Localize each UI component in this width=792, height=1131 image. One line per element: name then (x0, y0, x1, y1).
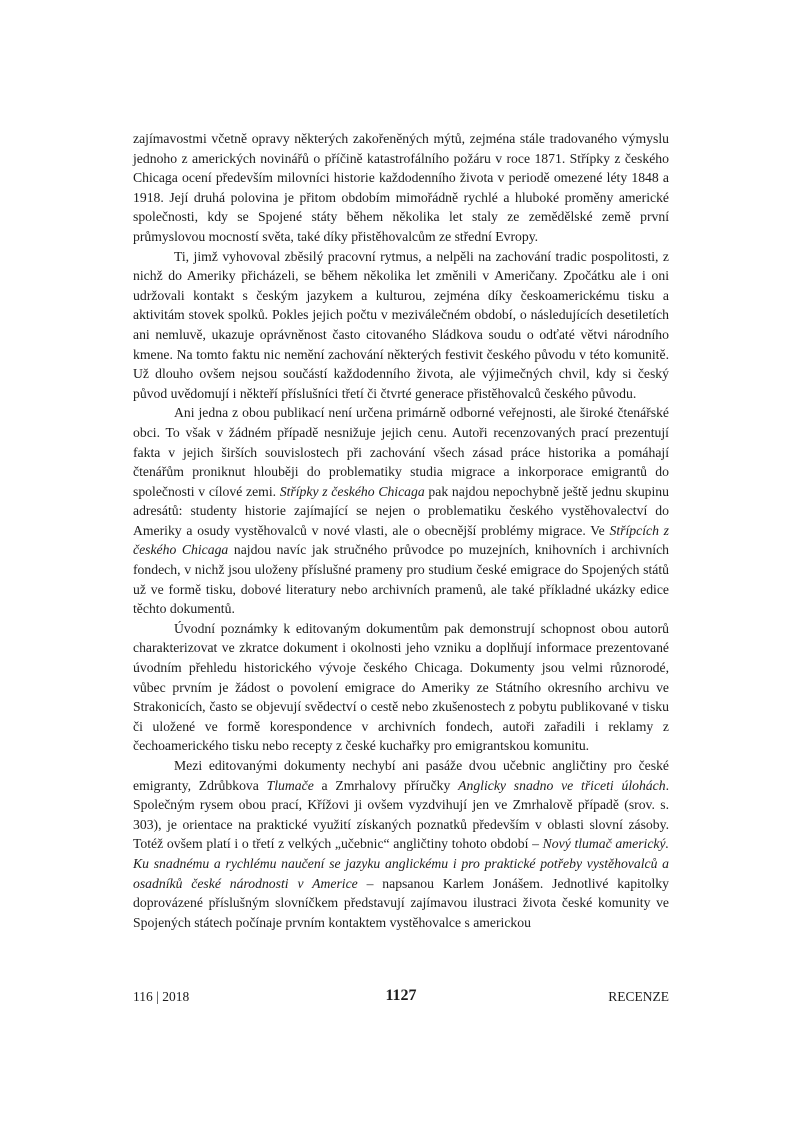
paragraph-1: zajímavostmi včetně opravy některých zakořeněných mýtů, zejména stále tradovaného výmyslu jednoho z amerických novinářů o příčině katastrofálního požáru v roce 1871. Střípky z českého Chicaga ocení především milovníci historie každodenního života v periodě omezené léty 1848 a 1918. Její druhá polovina je přitom obdobím mimořádně rychlé a hluboké proměny americké společnosti, kdy se Spojené státy během několika let staly ze zemědělské země první průmyslovou mocností světa, také díky přistěhovalcům ze střední Evropy. (133, 131, 669, 244)
book-title-stripcich: Střípcích z českého Chicaga (133, 522, 669, 558)
article-body (133, 129, 669, 932)
page-number: 1127 (385, 987, 417, 1004)
page-footer (133, 987, 669, 1011)
paragraph-5-text-b: a Zmrhalovy příručky (313, 777, 459, 793)
book-title-stripky: Střípky z českého Chicaga (279, 483, 425, 499)
paragraph-5-text-c: . Společným rysem obou prací, Křížovi ji ovšem vyzdvihují jen ve Zmrhalově případě (srov. s. 303), je orientace na praktické využití získaných poznatků především v oblasti slovní zásoby. Totéž ovšem platí i o třetí z velkých „učebnic“ angličtiny tohoto období – (133, 777, 669, 852)
paragraph-4: Úvodní poznámky k editovaným dokumentům pak demonstrují schopnost obou autorů charakterizovat ve zkratce dokument i okolnosti jeho vzniku a doplňují informace prezentované úvodním přehledu historického vývoje českého Chicaga. Dokumenty jsou velmi různorodé, vůbec prvním je žádost o povolení emigrace do Ameriky ze Státního okresního archivu ve Strakonicích, často se objevují svědectví o cestě nebo zkušenostech z pobytu publikované v tisku či uložené ve formě korespondence v archivních fondech, autoři zařadili i reklamy z čechoamerického tisku nebo recepty z české kuchařky pro emigrantskou komunitu. (133, 620, 669, 754)
paragraph-3 (133, 403, 669, 619)
issue-label: 116 | 2018 (133, 989, 190, 1004)
paragraph-3-text-b: pak najdou nepochybně ještě jednu skupinu adresátů: studenty historie zajímající se nejen o problematiku českého vystěhovalectví do Ameriky a osudy vystěhovalců v nové vlasti, ale o obecnější problémy migrace. Ve (133, 483, 669, 538)
paragraph-3-text-a: Ani jedna z obou publikací není určena primárně odborné veřejnosti, ale široké čtenářské obci. To však v žádném případě nesnižuje jejich cenu. Autoři recenzovaných prací prezentují fakta v jejich širších souvislostech při zachování všech zásad práce historika a pomáhají čtenářům proniknut hlouběji do problematiky studia migrace a inkorporace emigrantů do společnosti v cílové zemi. (133, 405, 669, 499)
paragraph-5-text-d: – napsanou Karlem Jonášem. Jednotlivé kapitolky doprovázené příslušným slovníčkem představují zajímavou ilustraci života české komunity ve Spojených státech počínaje prvním kontaktem vystěhovalce s americkou (133, 875, 669, 930)
paragraph-5-text-a: Mezi editovanými dokumenty nechybí ani pasáže dvou učebnic angličtiny pro české emigranty, Zdrůbkova (133, 758, 669, 793)
book-title-novy-tlumac: Nový tlumač americký. Ku snadnému a rychlému naučení se jazyku anglickému i pro praktické potřeby vystěhovalců a osadníků české národnosti v Americe (133, 836, 669, 891)
paragraph-3-text-c: najdou navíc jak stručného průvodce po muzejních, knihovních i archivních fondech, v nichž jsou uloženy příslušné prameny pro studium české emigrace do Spojených států už ve formě tisku, dobové literatury nebo archivních pramenů, ale také příkladné ukázky edice těchto dokumentů. (133, 542, 670, 617)
paragraph-2: Ti, jimž vyhovoval zběsilý pracovní rytmus, a nelpěli na zachování tradic pospolitosti, z nichž do Ameriky přicházeli, se během několika let změnili v Američany. Zpočátku ale i oni udržovali kontakt s českým jazykem a kulturou, zejména díky českoamerickému tisku a aktivitám stovek spolků. Pokles jejich počtu v meziválečném období, o následujících desetiletích ani nemluvě, ukazuje oprávněnost často citovaného Sládkova soudu o odťaté větvi národního kmene. Na tomto faktu nic nemění zachování některých festivit českého původu v této komunitě. Už dlouho ovšem nejsou součástí každodenního života, ale výjimečných chvil, kdy si český původ uvědomují i někteří příslušníci třetí či čtvrté generace přistěhovalců českého původu. (133, 248, 669, 401)
paragraph-5 (133, 756, 669, 932)
book-title-tlumace: Tlumače (266, 777, 314, 793)
section-label: RECENZE (608, 989, 669, 1004)
book-title-anglicky: Anglicky snadno ve třiceti úlohách (458, 777, 666, 793)
